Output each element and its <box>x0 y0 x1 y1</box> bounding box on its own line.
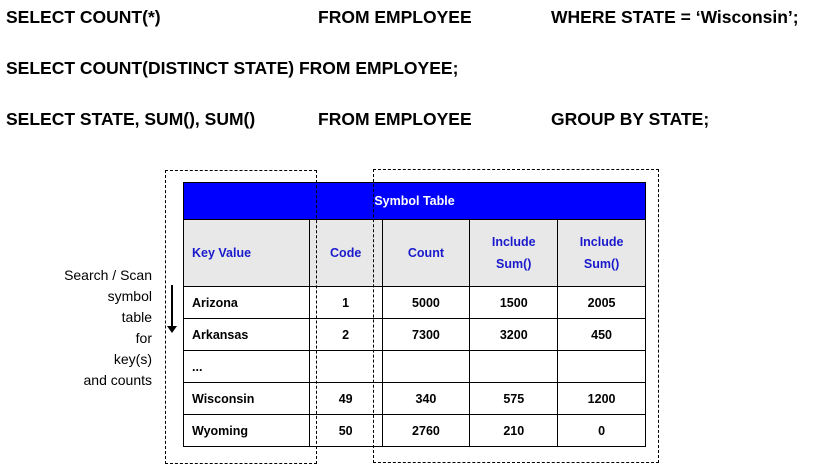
sql-line3-from: FROM EMPLOYEE <box>318 109 472 129</box>
cell-include-sum-1: 3200 <box>470 319 558 351</box>
cell-code: 50 <box>309 415 382 447</box>
cell-include-sum-2: 1200 <box>558 383 646 415</box>
scan-down-arrow <box>171 285 173 327</box>
side-label-line: for <box>135 330 152 346</box>
cell-include-sum-1: 575 <box>470 383 558 415</box>
cell-include-sum-1 <box>470 351 558 383</box>
search-scan-label <box>40 265 152 391</box>
cell-key: Arizona <box>184 287 310 319</box>
table-header-row <box>184 220 646 287</box>
table-row <box>184 351 646 383</box>
cell-key: Wisconsin <box>184 383 310 415</box>
table-row <box>184 319 646 351</box>
sql-line3-groupby: GROUP BY STATE; <box>551 109 710 129</box>
cell-code: 2 <box>309 319 382 351</box>
sql-line3-select: SELECT STATE, SUM(), SUM() <box>6 109 256 129</box>
table-title: Symbol Table <box>184 183 646 220</box>
cell-count: 2760 <box>382 415 470 447</box>
cell-include-sum-2: 2005 <box>558 287 646 319</box>
header-code: Code <box>309 220 382 287</box>
header-include-sum-2 <box>558 220 646 287</box>
cell-include-sum-2: 0 <box>558 415 646 447</box>
header-sum-text: Sum() <box>583 257 620 271</box>
cell-code: 1 <box>309 287 382 319</box>
cell-include-sum-2: 450 <box>558 319 646 351</box>
header-key-value: Key Value <box>184 220 310 287</box>
table-title-row <box>184 183 646 220</box>
side-label-line: Search / Scan <box>64 267 152 283</box>
cell-count: 340 <box>382 383 470 415</box>
side-label-line: and counts <box>83 372 152 388</box>
header-include-text: Include <box>579 235 624 249</box>
cell-key: ... <box>184 351 310 383</box>
cell-key: Arkansas <box>184 319 310 351</box>
side-label-line: key(s) <box>113 351 152 367</box>
side-label-line: table <box>121 309 152 325</box>
cell-code <box>309 351 382 383</box>
sql-line2: SELECT COUNT(DISTINCT STATE) FROM EMPLOYEE; <box>6 58 459 78</box>
cell-include-sum-1: 1500 <box>470 287 558 319</box>
table-row <box>184 287 646 319</box>
side-label-line: symbol <box>107 288 152 304</box>
header-include-text: Include <box>491 235 536 249</box>
header-sum-text: Sum() <box>496 257 532 271</box>
sql-line1-from: FROM EMPLOYEE <box>318 7 472 27</box>
cell-count <box>382 351 470 383</box>
header-include-sum-1 <box>470 220 558 287</box>
symbol-table <box>183 182 646 447</box>
cell-key: Wyoming <box>184 415 310 447</box>
table-row <box>184 415 646 447</box>
cell-code: 49 <box>309 383 382 415</box>
cell-count: 5000 <box>382 287 470 319</box>
cell-include-sum-2 <box>558 351 646 383</box>
cell-include-sum-1: 210 <box>470 415 558 447</box>
cell-count: 7300 <box>382 319 470 351</box>
header-count: Count <box>382 220 470 287</box>
sql-line1-where: WHERE STATE = ‘Wisconsin’; <box>551 7 799 27</box>
sql-line1-select: SELECT COUNT(*) <box>6 7 161 27</box>
table-row <box>184 383 646 415</box>
